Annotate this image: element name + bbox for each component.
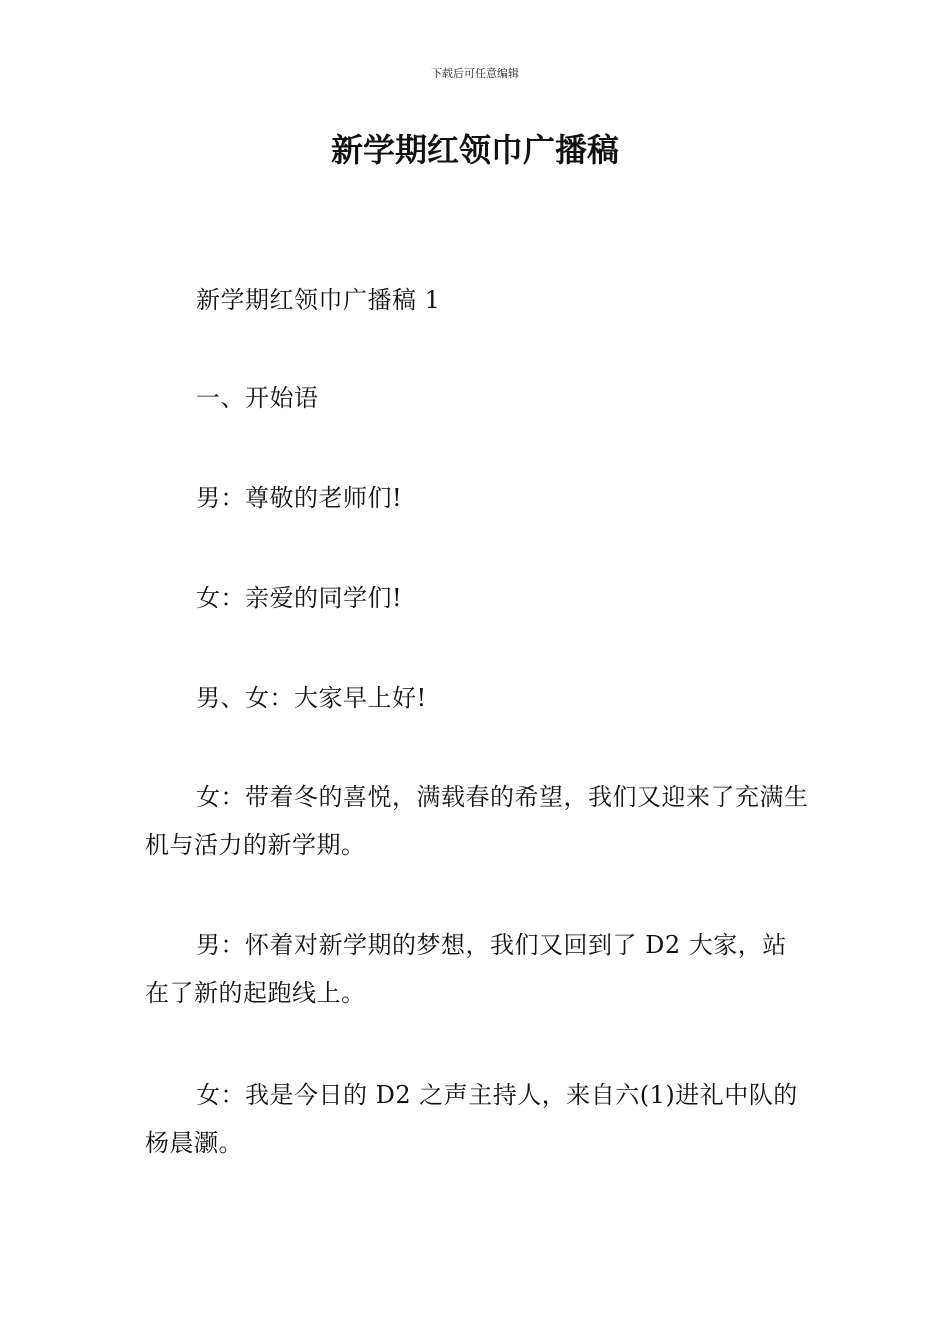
paragraph-line: 女：亲爱的同学们! <box>196 584 403 612</box>
paragraph-line: 女：带着冬的喜悦，满载春的希望，我们又迎来了充满生机与活力的新学期。 <box>145 783 809 859</box>
paragraph-section-heading: 新学期红领巾广播稿 1 <box>196 286 441 314</box>
paragraph-line: 男、女：大家早上好! <box>196 684 427 712</box>
paragraph-line: 男：尊敬的老师们! <box>196 484 403 512</box>
document-title: 新学期红领巾广播稿 <box>330 131 619 169</box>
page-header-note: 下载后可任意编辑 <box>431 67 519 80</box>
paragraph-opening-heading: 一、开始语 <box>196 384 319 412</box>
paragraph-line: 男：怀着对新学期的梦想，我们又回到了 D2 大家，站在了新的起跑线上。 <box>145 931 787 1007</box>
paragraph-line: 女：我是今日的 D2 之声主持人，来自六(1)进礼中队的杨晨灏。 <box>145 1081 798 1157</box>
